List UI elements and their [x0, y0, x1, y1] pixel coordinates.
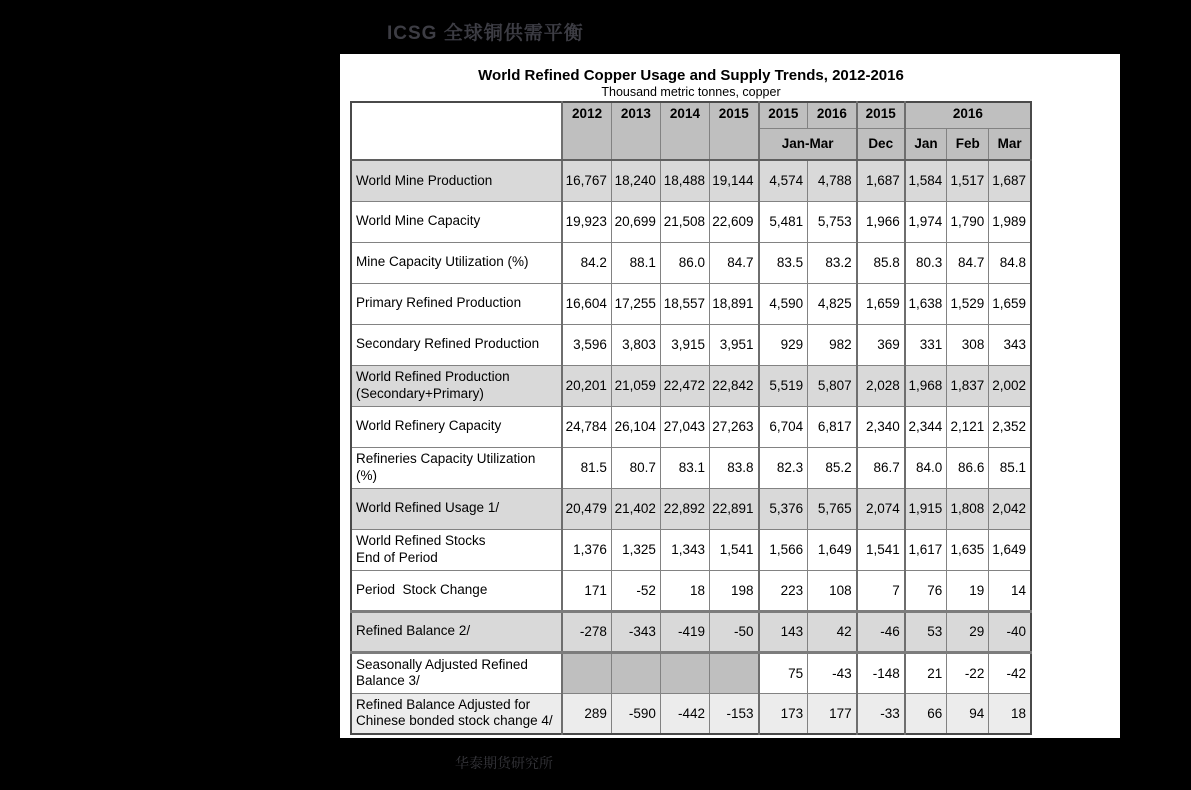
row-label-line1: World Refined Usage 1/ — [356, 500, 500, 516]
value-cell: 1,966 — [857, 201, 905, 242]
table-row — [351, 529, 1031, 570]
quarter-label-header: Jan-Mar — [759, 128, 857, 160]
value-cell: 86.0 — [660, 242, 709, 283]
value-cell: 1,968 — [905, 365, 947, 406]
value-cell: 1,790 — [947, 201, 989, 242]
value-cell: 2,121 — [947, 406, 989, 447]
value-cell: 85.2 — [808, 447, 857, 488]
value-cell: 3,803 — [611, 324, 660, 365]
value-cell: 173 — [759, 693, 808, 734]
table-row — [351, 242, 1031, 283]
row-label-line1: Seasonally Adjusted Refined — [356, 656, 528, 672]
value-cell: 16,767 — [562, 160, 611, 201]
row-label-line1: Primary Refined Production — [356, 295, 522, 311]
value-cell: 4,590 — [759, 283, 808, 324]
monthly-year-header: 2016 — [905, 102, 1031, 128]
value-cell: 289 — [562, 693, 611, 734]
value-cell — [611, 652, 660, 693]
value-cell: 19 — [947, 570, 989, 611]
year-header: 2015 — [709, 102, 758, 160]
value-cell: 1,343 — [660, 529, 709, 570]
value-cell: 1,541 — [857, 529, 905, 570]
table-row — [351, 201, 1031, 242]
value-cell: 1,687 — [989, 160, 1031, 201]
page-title: ICSG 全球铜供需平衡 — [387, 23, 584, 44]
value-cell: 1,649 — [989, 529, 1031, 570]
value-cell: 1,837 — [947, 365, 989, 406]
row-label-cell — [351, 365, 562, 406]
row-label-line1: Period Stock Change — [356, 581, 488, 597]
value-cell: 1,638 — [905, 283, 947, 324]
value-cell: 18,240 — [611, 160, 660, 201]
month-header: Mar — [989, 128, 1031, 160]
dec-year-header: 2015 — [857, 102, 905, 128]
value-cell: 1,989 — [989, 201, 1031, 242]
value-cell: 86.7 — [857, 447, 905, 488]
value-cell: 3,596 — [562, 324, 611, 365]
value-cell: 1,529 — [947, 283, 989, 324]
value-cell: 83.8 — [709, 447, 758, 488]
row-label-line2: End of Period — [356, 549, 438, 565]
value-cell: 2,042 — [989, 488, 1031, 529]
row-label-line2: Balance 3/ — [356, 673, 420, 688]
value-cell: 86.6 — [947, 447, 989, 488]
value-cell: 1,541 — [709, 529, 758, 570]
value-cell: 53 — [905, 611, 947, 652]
value-cell: 2,074 — [857, 488, 905, 529]
value-cell: 3,951 — [709, 324, 758, 365]
value-cell: 4,788 — [808, 160, 857, 201]
value-cell: -46 — [857, 611, 905, 652]
value-cell: -33 — [857, 693, 905, 734]
value-cell: 5,765 — [808, 488, 857, 529]
value-cell: 22,842 — [709, 365, 758, 406]
copper-supply-demand-table — [350, 101, 1032, 735]
table-row — [351, 365, 1031, 406]
table-row — [351, 693, 1031, 734]
row-label-line2: Chinese bonded stock change 4/ — [356, 713, 553, 729]
value-cell: 29 — [947, 611, 989, 652]
value-cell: 5,519 — [759, 365, 808, 406]
value-cell: 82.3 — [759, 447, 808, 488]
value-cell: 177 — [808, 693, 857, 734]
value-cell: 18,891 — [709, 283, 758, 324]
value-cell: 18 — [989, 693, 1031, 734]
row-label-cell — [351, 488, 562, 529]
value-cell: 198 — [709, 570, 758, 611]
row-label-line2: (Secondary+Primary) — [356, 385, 484, 401]
value-cell: 18 — [660, 570, 709, 611]
value-cell: -50 — [709, 611, 758, 652]
value-cell: 24,784 — [562, 406, 611, 447]
value-cell: 22,472 — [660, 365, 709, 406]
row-label-cell — [351, 242, 562, 283]
value-cell: 369 — [857, 324, 905, 365]
value-cell: 2,028 — [857, 365, 905, 406]
value-cell: 14 — [989, 570, 1031, 611]
value-cell: 83.2 — [808, 242, 857, 283]
value-cell: 85.8 — [857, 242, 905, 283]
table-row — [351, 406, 1031, 447]
value-cell: -442 — [660, 693, 709, 734]
value-cell: 27,043 — [660, 406, 709, 447]
value-cell: 1,517 — [947, 160, 989, 201]
table-row — [351, 488, 1031, 529]
value-cell: 1,649 — [808, 529, 857, 570]
value-cell: 1,617 — [905, 529, 947, 570]
value-cell: 66 — [905, 693, 947, 734]
value-cell: -419 — [660, 611, 709, 652]
value-cell: 1,566 — [759, 529, 808, 570]
table-row — [351, 570, 1031, 611]
table-row — [351, 283, 1031, 324]
value-cell: 84.7 — [709, 242, 758, 283]
value-cell: 2,340 — [857, 406, 905, 447]
value-cell: 21,402 — [611, 488, 660, 529]
value-cell: 2,352 — [989, 406, 1031, 447]
table-row — [351, 324, 1031, 365]
value-cell: 80.7 — [611, 447, 660, 488]
value-cell: 21,059 — [611, 365, 660, 406]
value-cell: 94 — [947, 693, 989, 734]
value-cell: 18,557 — [660, 283, 709, 324]
table-row — [351, 160, 1031, 201]
value-cell: -43 — [808, 652, 857, 693]
value-cell: 22,609 — [709, 201, 758, 242]
row-label-cell — [351, 160, 562, 201]
row-label-line1: Mine Capacity Utilization (%) — [356, 254, 529, 270]
row-label-line1: Refineries Capacity Utilization (%) — [356, 451, 540, 483]
row-label-cell — [351, 693, 562, 734]
value-cell: 21 — [905, 652, 947, 693]
value-cell: 19,144 — [709, 160, 758, 201]
value-cell: 223 — [759, 570, 808, 611]
value-cell: 4,574 — [759, 160, 808, 201]
table-title: World Refined Copper Usage and Supply Trends, 2012-2016 — [478, 67, 904, 84]
value-cell — [709, 652, 758, 693]
value-cell: 108 — [808, 570, 857, 611]
value-cell: 2,344 — [905, 406, 947, 447]
quarter-year-header: 2015 — [759, 102, 808, 128]
value-cell: 20,699 — [611, 201, 660, 242]
row-label-line1: Refined Balance Adjusted for — [356, 696, 531, 712]
year-header: 2013 — [611, 102, 660, 160]
row-label-line1: World Mine Production — [356, 172, 493, 188]
row-label-cell — [351, 529, 562, 570]
value-cell: 20,479 — [562, 488, 611, 529]
value-cell: 6,817 — [808, 406, 857, 447]
table-row — [351, 652, 1031, 693]
row-label-cell — [351, 201, 562, 242]
value-cell: 42 — [808, 611, 857, 652]
value-cell: -148 — [857, 652, 905, 693]
value-cell: 1,584 — [905, 160, 947, 201]
value-cell: -22 — [947, 652, 989, 693]
row-label-cell — [351, 324, 562, 365]
value-cell: -153 — [709, 693, 758, 734]
value-cell: 83.5 — [759, 242, 808, 283]
row-label-cell — [351, 283, 562, 324]
value-cell: 18,488 — [660, 160, 709, 201]
value-cell: 21,508 — [660, 201, 709, 242]
table-subtitle: Thousand metric tonnes, copper — [601, 85, 781, 99]
value-cell: -590 — [611, 693, 660, 734]
value-cell: 80.3 — [905, 242, 947, 283]
value-cell: 1,376 — [562, 529, 611, 570]
row-label-line1: Refined Balance 2/ — [356, 623, 471, 639]
value-cell: 1,915 — [905, 488, 947, 529]
value-cell: 5,753 — [808, 201, 857, 242]
row-label-line1: World Refinery Capacity — [356, 418, 502, 434]
value-cell: 88.1 — [611, 242, 660, 283]
quarter-year-header: 2016 — [808, 102, 857, 128]
value-cell: 5,807 — [808, 365, 857, 406]
value-cell: 1,808 — [947, 488, 989, 529]
value-cell: 5,376 — [759, 488, 808, 529]
value-cell: 929 — [759, 324, 808, 365]
value-cell: 143 — [759, 611, 808, 652]
row-label-cell — [351, 570, 562, 611]
value-cell: 19,923 — [562, 201, 611, 242]
month-header: Feb — [947, 128, 989, 160]
value-cell: -343 — [611, 611, 660, 652]
row-label-line1: Secondary Refined Production — [356, 336, 540, 352]
value-cell: 83.1 — [660, 447, 709, 488]
report-panel — [340, 54, 1120, 738]
year-header: 2012 — [562, 102, 611, 160]
value-cell: 20,201 — [562, 365, 611, 406]
header-row-years — [351, 102, 1031, 128]
value-cell: 84.0 — [905, 447, 947, 488]
value-cell: 3,915 — [660, 324, 709, 365]
value-cell: 16,604 — [562, 283, 611, 324]
value-cell: 308 — [947, 324, 989, 365]
value-cell: 22,892 — [660, 488, 709, 529]
value-cell — [660, 652, 709, 693]
value-cell: -40 — [989, 611, 1031, 652]
value-cell: 1,687 — [857, 160, 905, 201]
value-cell: 84.8 — [989, 242, 1031, 283]
value-cell: 26,104 — [611, 406, 660, 447]
value-cell: 982 — [808, 324, 857, 365]
value-cell: 85.1 — [989, 447, 1031, 488]
row-label-cell — [351, 406, 562, 447]
value-cell: 171 — [562, 570, 611, 611]
value-cell: -52 — [611, 570, 660, 611]
row-label-line1: World Mine Capacity — [356, 213, 481, 229]
value-cell: 331 — [905, 324, 947, 365]
value-cell: 76 — [905, 570, 947, 611]
value-cell: 27,263 — [709, 406, 758, 447]
value-cell — [562, 652, 611, 693]
value-cell: 343 — [989, 324, 1031, 365]
value-cell: -42 — [989, 652, 1031, 693]
row-label-cell — [351, 652, 562, 693]
table-row — [351, 611, 1031, 652]
corner-cell — [351, 102, 562, 160]
row-label-line1: World Refined Stocks — [356, 533, 486, 549]
dec-label-header: Dec — [857, 128, 905, 160]
value-cell: 75 — [759, 652, 808, 693]
table-row — [351, 447, 1031, 488]
value-cell: 84.7 — [947, 242, 989, 283]
value-cell: 22,891 — [709, 488, 758, 529]
row-label-cell — [351, 447, 562, 488]
row-label-cell — [351, 611, 562, 652]
row-label-line1: World Refined Production — [356, 369, 510, 385]
value-cell: 81.5 — [562, 447, 611, 488]
value-cell: 5,481 — [759, 201, 808, 242]
value-cell: 17,255 — [611, 283, 660, 324]
value-cell: 2,002 — [989, 365, 1031, 406]
value-cell: 1,325 — [611, 529, 660, 570]
month-header: Jan — [905, 128, 947, 160]
value-cell: 7 — [857, 570, 905, 611]
value-cell: 1,974 — [905, 201, 947, 242]
value-cell: 4,825 — [808, 283, 857, 324]
value-cell: 1,659 — [857, 283, 905, 324]
source-label: 华泰期货研究所 — [455, 755, 553, 771]
year-header: 2014 — [660, 102, 709, 160]
value-cell: 1,659 — [989, 283, 1031, 324]
value-cell: 84.2 — [562, 242, 611, 283]
value-cell: -278 — [562, 611, 611, 652]
value-cell: 1,635 — [947, 529, 989, 570]
value-cell: 6,704 — [759, 406, 808, 447]
